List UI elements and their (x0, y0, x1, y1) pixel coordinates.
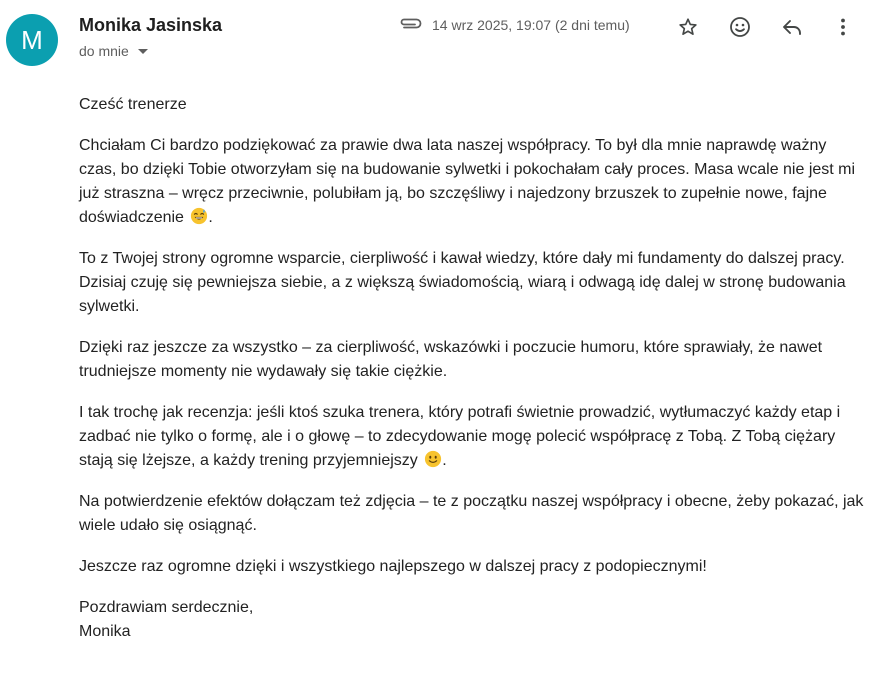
paragraph-4-end: . (442, 452, 447, 469)
recipient-details-toggle[interactable] (79, 43, 148, 59)
paragraph-6: Jeszcze raz ogromne dzięki i wszystkiego najlepszego w dalszej pracy z podopiecznymi! (79, 558, 707, 575)
grinning-sweat-emoji (190, 207, 208, 225)
paragraph-5: Na potwierdzenie efektów dołączam też zdjęcia – te z początku naszej współpracy i obecne, żeby pokazać, jak wiele udało się osiągnąć. (79, 493, 864, 534)
paragraph-3: Dzięki raz jeszcze za wszystko – za cierpliwość, wskazówki i poczucie humoru, które sprawiały, że nawet trudniejsze momenty nie wydawały się takie ciężkie. (79, 339, 823, 380)
signature-name: Monika (79, 623, 131, 640)
paragraph-4-text: I tak trochę jak recenzja: jeśli ktoś szuka trenera, który potrafi świetnie prowadzić, wytłumaczyć każdy etap i zadbać nie tylko o formę, ale i o głowę – to zdecydowanie mogę polecić współpracę z Tobą. Z Tobą ciężary stają się lżejsze, a każdy trening przyjemniejszy (79, 404, 841, 469)
slightly-smiling-emoji (424, 450, 442, 468)
recipient-label: do mnie (79, 43, 129, 59)
message-header (0, 0, 876, 80)
message-body (79, 93, 864, 661)
emoji-reaction-icon[interactable] (725, 12, 755, 42)
message-meta (398, 16, 630, 33)
more-options-icon[interactable] (828, 12, 858, 42)
paragraph-4 (79, 401, 864, 473)
paragraph-1-text: Chciałam Ci bardzo podziękować za prawie dwa lata naszej współpracy. To był dla mnie naprawdę ważny czas, bo dzięki Tobie otworzyłam się na budowanie sylwetki i pokochałam cały proces. Masa wcale nie jest mi już straszna – wręcz przeciwnie, polubiłam ją, bo szczęśliwy i najedzony brzuszek to zupełnie nowe, fajne doświadczenie (79, 137, 856, 226)
paragraph-1 (79, 134, 864, 230)
closing: Pozdrawiam serdecznie, (79, 599, 254, 616)
avatar[interactable]: M (6, 14, 58, 66)
sender-name[interactable]: Monika Jasinska (79, 15, 223, 35)
paragraph-1-end: . (208, 209, 213, 226)
paperclip-icon (398, 16, 422, 33)
paragraph-2: To z Twojej strony ogromne wsparcie, cierpliwość i kawał wiedzy, które dały mi fundamenty do dalszej pracy. Dzisiaj czuję się pewniejsza siebie, a z większą świadomością, wiarą i odwagą idę dalej w stronę budowania sylwetki. (79, 250, 846, 315)
timestamp: 14 wrz 2025, 19:07 (2 dni temu) (432, 16, 630, 33)
signature-block (79, 596, 864, 644)
reply-icon[interactable] (777, 12, 807, 42)
greeting: Cześć trenerze (79, 96, 187, 113)
chevron-down-icon (138, 49, 148, 54)
star-icon[interactable] (673, 12, 703, 42)
